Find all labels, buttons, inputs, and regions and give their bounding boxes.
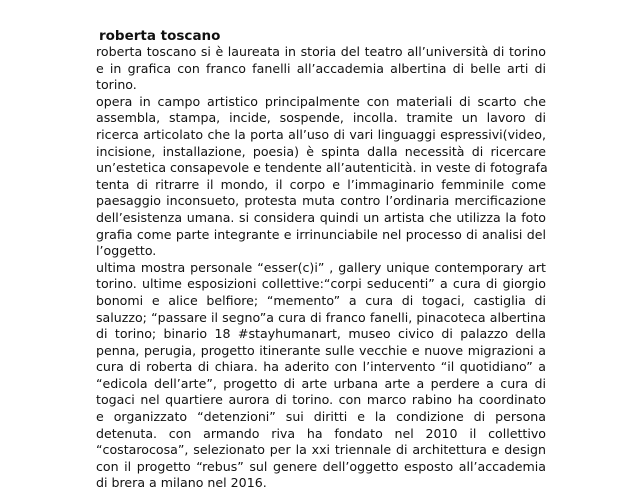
text-line: “edicola dell’arte”, progetto di arte urbana arte a perdere a cura di [96, 375, 546, 391]
text-line: saluzzo; “passare il segno”a cura di franco fanelli, pinacoteca albertina [96, 309, 546, 325]
text-line: roberta toscano si è laureata in storia del teatro all’università di torino [96, 44, 546, 59]
text-line: e in grafica con franco fanelli all’accademia albertina di belle arti di [96, 60, 546, 76]
text-line: torino. ultime esposizioni collettive:“corpi seducenti” a cura di giorgio [96, 276, 546, 292]
text-line: togaci nel quartiere aurora di torino. con marco rabino ha coordinato [96, 392, 546, 408]
text-line: tenta di ritrarre il mondo, il corpo e l’immaginario femminile come [96, 176, 546, 192]
text-line: penna, perugia, progetto itinerante sulle vecchie e nuove migrazioni a [96, 342, 546, 358]
text-line: incisione, installazione, poesia) è spinta dalla necessità di ricercare [96, 143, 546, 159]
text-line: l’oggetto. [96, 243, 157, 259]
text-line: grafia come parte integrante e irrinunciabile nel processo di analisi del [96, 226, 546, 242]
biography-text [96, 44, 546, 492]
text-line: cura di roberta di chiara. ha aderito con l’intervento “il quotidiano” a [96, 359, 546, 375]
text-line: detenuta. con armando riva ha fondato nel 2010 il collettivo [96, 425, 546, 441]
text-line: di brera a milano nel 2016. [96, 475, 267, 491]
author-name-heading: roberta toscano [99, 28, 221, 44]
text-line: paesaggio inconsueto, protesta muta contro l’ordinaria mercificazione [96, 193, 546, 209]
text-line: opera in campo artistico principalmente con materiali di scarto che [96, 93, 546, 109]
text-line: e organizzato “detenzioni” sui diritti e la condizione di persona [96, 409, 546, 425]
text-line: torino. [96, 77, 137, 93]
text-line: “costarocosa”, selezionato per la xxi triennale di architettura e design [96, 442, 546, 458]
text-line: ricerca articolato che la porta all’uso di vari linguaggi espressivi(video, [96, 126, 546, 142]
text-line: di torino; binario 18 #stayhumanart, museo civico di palazzo della [96, 326, 546, 342]
text-line: dell’esistenza umana. si considera quindi un artista che utilizza la foto [96, 209, 546, 225]
text-line: assembla, stampa, incide, sospende, incolla. tramite un lavoro di [96, 110, 546, 126]
text-line: con il progetto “rebus” sul genere dell’oggetto esposto all’accademia [96, 458, 546, 474]
text-line: bonomi e alice belfiore; “memento” a cura di togaci, castiglia di [96, 292, 546, 308]
text-line: un’estetica consapevole e tendente all’autenticità. in veste di fotografa [96, 160, 548, 176]
text-line: ultima mostra personale “esser(c)i” , gallery unique contemporary art [96, 259, 546, 275]
